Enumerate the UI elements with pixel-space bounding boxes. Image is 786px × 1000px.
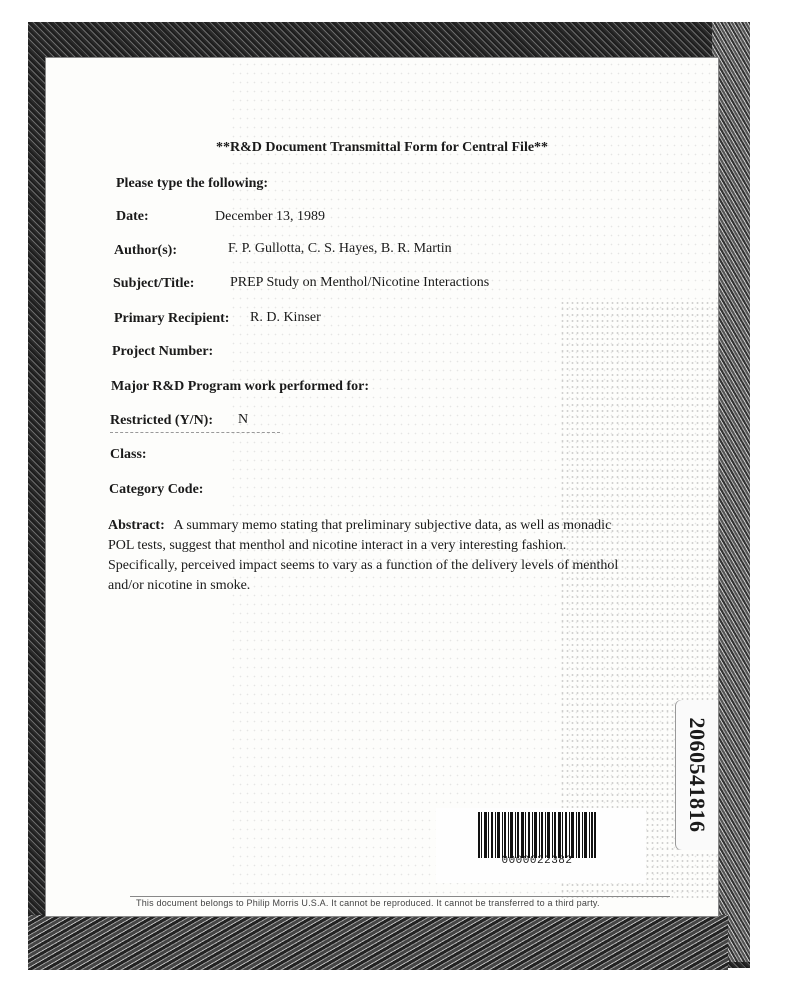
restricted-label: Restricted (Y/N): <box>110 413 214 428</box>
category-code-label: Category Code: <box>109 482 204 497</box>
subject-label: Subject/Title: <box>113 276 195 291</box>
author-value: F. P. Gullotta, C. S. Hayes, B. R. Martin <box>228 241 452 256</box>
subject-value: PREP Study on Menthol/Nicotine Interactions <box>230 275 490 290</box>
class-label: Class: <box>110 447 147 462</box>
barcode-number: 0000022382 <box>501 855 573 867</box>
restricted-value: N <box>238 412 249 427</box>
date-value: December 13, 1989 <box>215 209 326 224</box>
form-title: **R&D Document Transmittal Form for Central File** <box>216 140 549 155</box>
footer-divider <box>130 896 670 897</box>
recipient-label: Primary Recipient: <box>114 311 230 326</box>
divider <box>110 432 280 433</box>
author-label: Author(s): <box>114 243 177 258</box>
project-number-label: Project Number: <box>112 344 214 359</box>
recipient-value: R. D. Kinser <box>250 310 321 325</box>
date-label: Date: <box>116 209 149 224</box>
abstract-text: A summary memo stating that preliminary subjective data, as well as monadic POL tests, suggest that menthol and nicotine interact in a very interesting fashion. Specifically, perceived impact seems to vary as a function of the delivery levels of menthol and/or nicotine in smoke. <box>108 518 619 593</box>
footer-notice: This document belongs to Philip Morris U.S.A. It cannot be reproduced. It cannot be transferred to a third party. <box>136 898 600 908</box>
scan-bottom-edge <box>28 915 728 970</box>
program-label: Major R&D Program work performed for: <box>111 379 370 394</box>
document-number: 2060541816 <box>685 717 710 833</box>
abstract-block <box>108 516 638 596</box>
abstract-label: Abstract: <box>108 518 165 533</box>
instruction-text: Please type the following: <box>116 176 269 191</box>
date-row <box>116 209 149 225</box>
barcode-icon <box>478 812 596 858</box>
